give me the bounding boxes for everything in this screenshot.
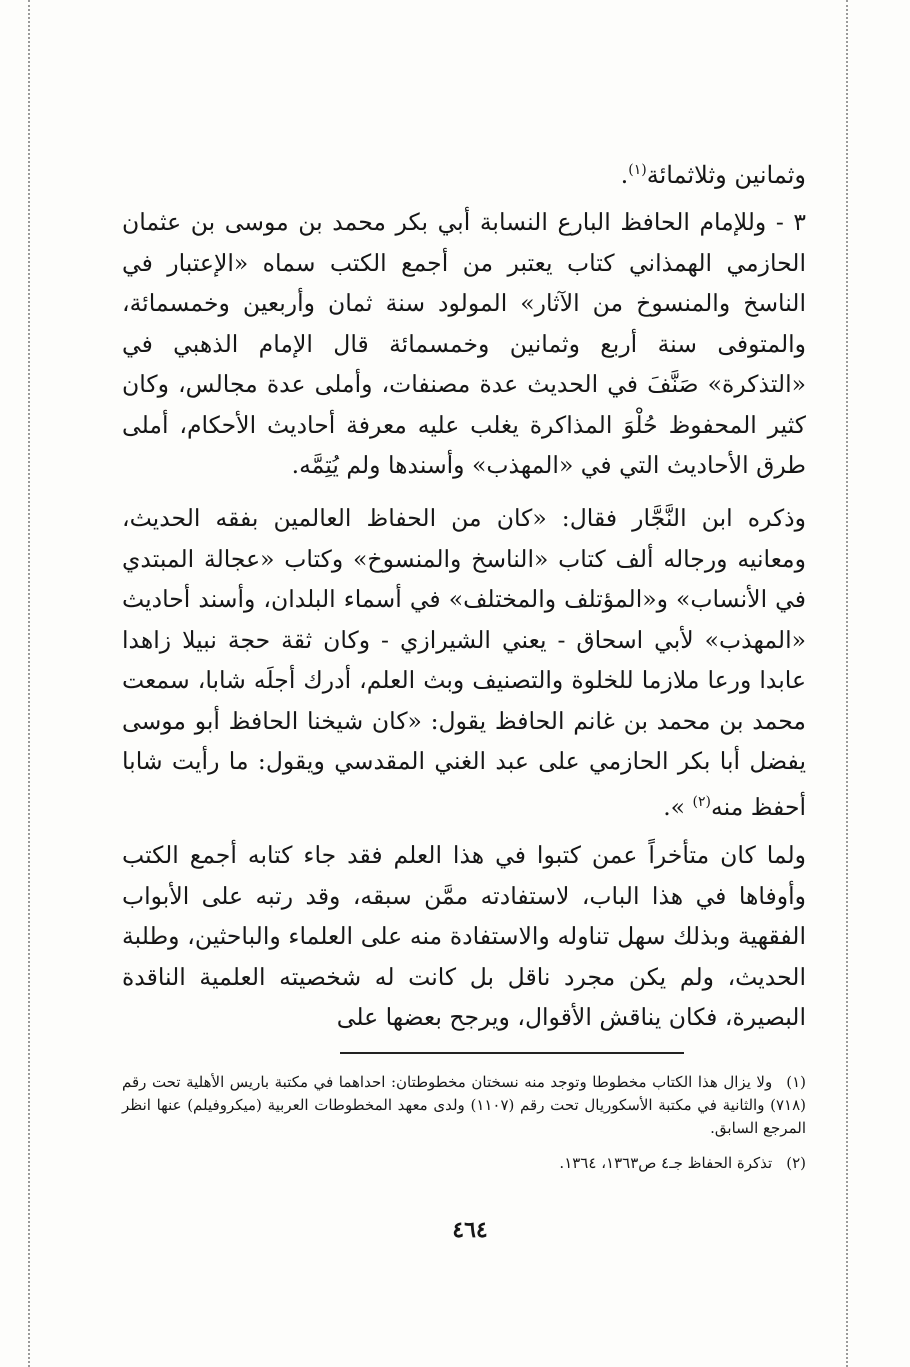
paragraph-hazimi: ٣ - وللإمام الحافظ البارع النسابة أبي بكر محمد بن موسى بن عثمان الحازمي الهمذاني كتاب يعتبر من أجمع الكتب سماه «الإعتبار في الناسخ والمنسوخ من الآثار» المولود سنة ثمان وأربعين وخمسمائة، والمتوفى سنة أربع وثمانين وخمسمائة قال الإمام الذهبي في «التذكرة» صَنَّفَ في الحديث عدة مصنفات، وأملى عدة مجالس، وكان كثير المحفوظ حُلْوَ المذاكرة يغلب عليه معرفة أحاديث الأحكام، أملى طرق الأحاديث التي في «المهذب» وأسندها ولم يُتِمَّه. (122, 208, 806, 479)
footnote-separator (340, 1052, 684, 1054)
scan-dotted-line-left (28, 0, 30, 1367)
scan-dotted-line-right (846, 0, 848, 1367)
paragraph-ibn-najjar (122, 498, 806, 827)
footnote-2-number: (٢) (786, 1154, 806, 1172)
footnote-2-text: تذكرة الحفاظ جـ٤ ص١٣٦٣، ١٣٦٤. (559, 1154, 773, 1172)
lead-footnote-ref[interactable]: (١) (628, 162, 647, 178)
page-number: ٤٦٤ (452, 1217, 488, 1243)
footnote-1-text: ولا يزال هذا الكتاب مخطوطا وتوجد منه نسختان مخطوطتان: احداهما في مكتبة باريس الأهلية تحت رقم (٧١٨) والثانية في مكتبة الأسكوريال تحت رقم (١١٠٧) ولدى معهد المخطوطات العربية (ميكروفيلم) عنها انظر المرجع السابق. (122, 1073, 806, 1137)
paragraph-ibn-najjar-text: وذكره ابن النَّجَّار فقال: «كان من الحفاظ العالمين بفقه الحديث، ومعانيه ورجاله ألف كتاب «الناسخ والمنسوخ» وكتاب «عجالة المبتدي في الأنساب» و«المؤتلف والمختلف» في أسماء البلدان، وأسند أحاديث «المهذب» لأبي اسحاق - يعني الشيرازي - وكان ثقة حجة نبيلا زاهدا عابدا ورعا ملازما للخلوة والتصنيف وبث العلم، أدرك أجلَه شابا، سمعت محمد بن محمد بن غانم الحافظ يقول: «كان شيخنا الحافظ أبو موسى يفضل أبا بكر الحازمي على عبد الغني المقدسي ويقول: ما رأيت شابا أحفظ منه (122, 504, 806, 821)
lead-text: وثمانين وثلاثمائة (646, 161, 806, 189)
footnote-ref-2[interactable]: (٢) (692, 793, 711, 810)
lead-end: . (620, 161, 629, 189)
lead-line (621, 150, 806, 195)
footnote-1 (122, 1071, 806, 1140)
footnote-1-number: (١) (786, 1073, 806, 1091)
footnote-2 (122, 1152, 806, 1175)
paragraph-book-value: ولما كان متأخراً عمن كتبوا في هذا العلم فقد جاء كتابه أجمع الكتب وأوفاها في هذا الباب، لاستفادته ممَّن سبقه، وقد رتبه على الأبواب الفقهية وبذلك سهل تناوله والاستفادة منه على العلماء والباحثين، وطلبة الحديث، ولم يكن مجرد ناقل بل كانت له شخصيته العلمية الناقدة البصيرة، فكان يناقش الأقوال، ويرجح بعضها على (122, 841, 807, 1031)
paragraph-ibn-najjar-end: ». (663, 792, 686, 821)
